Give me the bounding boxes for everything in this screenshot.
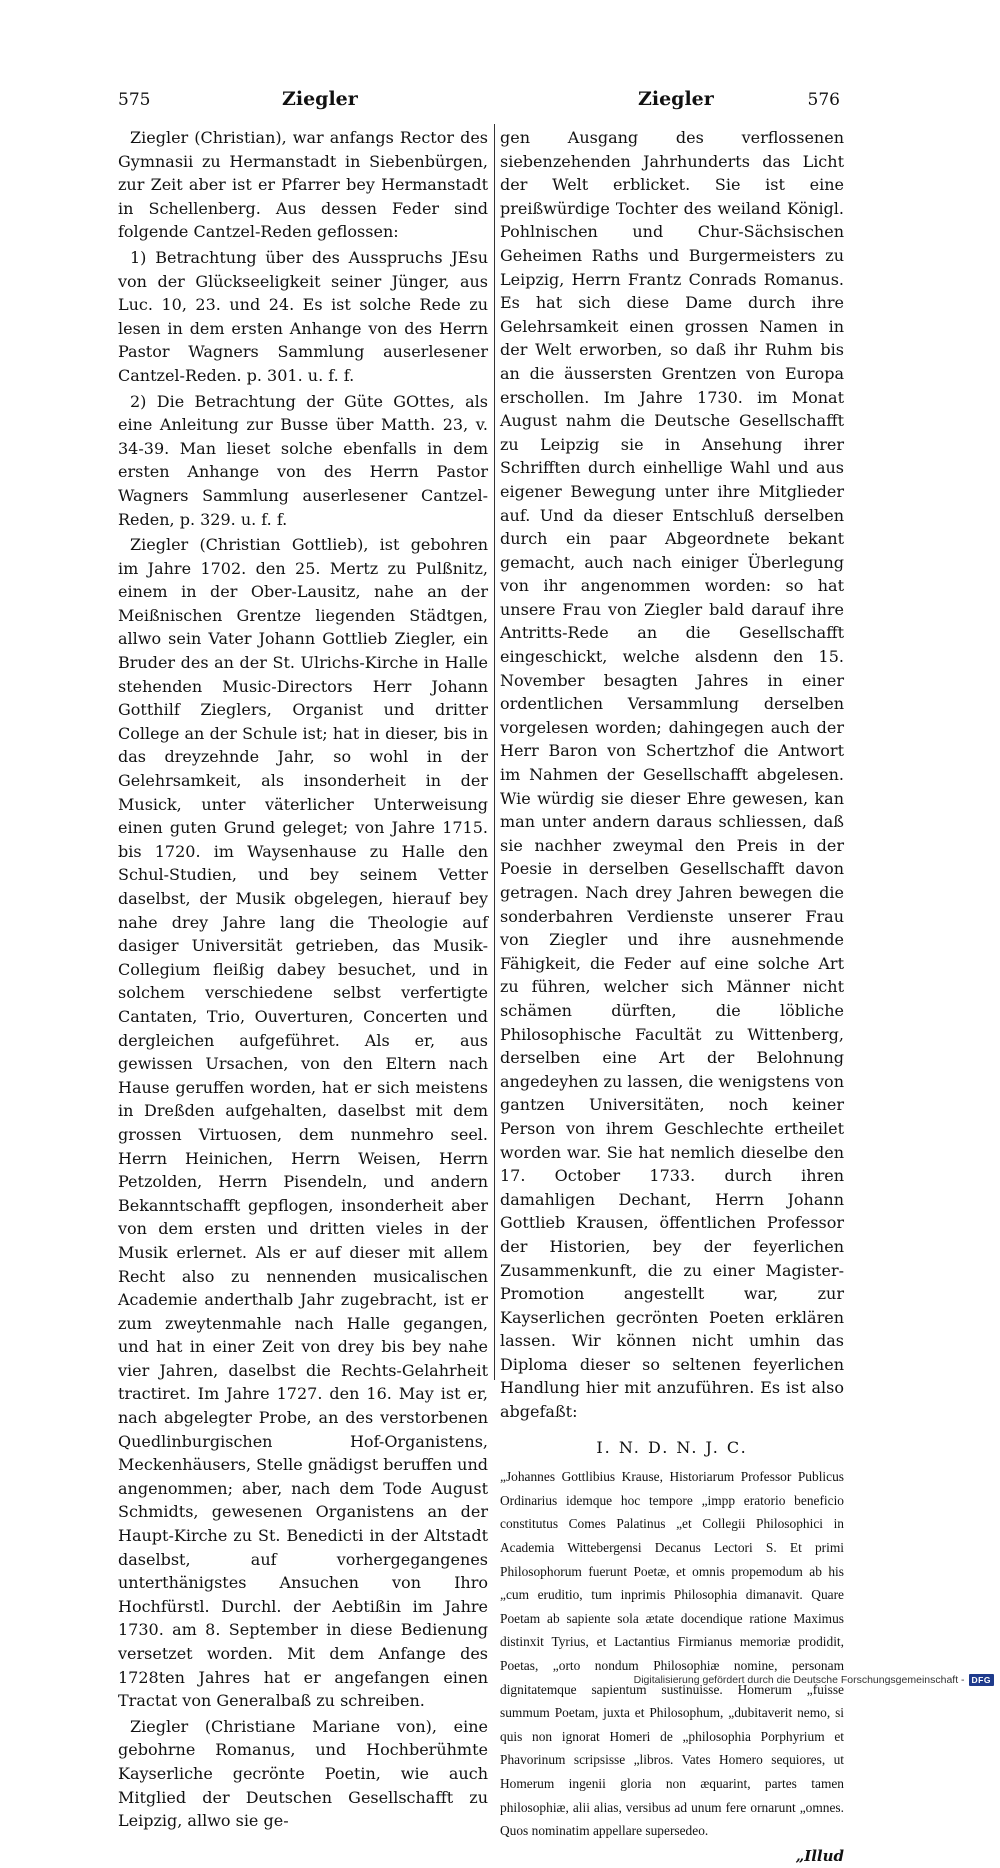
sermon-item-1: 1) Betrachtung über des Ausspruchs JEsu von der Glückseeligkeit seiner Jünger, aus Luc. 10, 23. und 24. Es ist solche Rede zu lesen in dem ersten Anhange von des Herrn Pastor Wagners Sammlung auserlesener Cantzel-Reden. p. 301. u. f. f. [118, 247, 488, 385]
diploma-latin-text: „Johannes Gottlibius Krause, Historiarum Professor Publicus Ordinarius idemque hoc tempore „impp eratorio beneficio constitutus Comes Palatinus „et Collegii Philosophici in Academia Wittebergensi Decanus Lectori S. Et primi Philosophorum fuerunt Poetæ, et omnis propemodum ab his „cum eruditio, tum inprimis Philosophia dimanavit. Quare Poetam ab sapiente sola ætate docendique ratione Maximus distinxit Tyrius, et Lactantius Firmianus memoriæ prodidit, Poetas, „orto nondum Philosophiæ nomine, personam dignitatemque sapientum sustinuisse. Homerum „fuisse summum Poetam, juxta et Philosophum, „dubitaverit nemo, si quis non ignorat Homeri de „philosophia Porphyrium et Phavorinum scripsisse „libros. Vates Homero sequiores, ut Homerum ingenii gloria non æquarint, partes tamen philosophiæ, alii alias, versibus ad unum fere ornarunt „omnes. Quos nominatim appellare supersedeo. [500, 1469, 844, 1839]
column-divider [494, 124, 495, 1380]
catchword: „Illud [795, 1846, 844, 1865]
entry-christiane-mariane-ziegler: Ziegler (Christiane Mariane von), eine gebohrne Romanus, und Hochberühmte Kayserliche gecrönte Poetin, wie auch Mitglied der Deutschen Gesellschafft zu Leipzig, allwo sie ge- [118, 1716, 488, 1831]
left-column [118, 126, 488, 1835]
sermon-item-2: 2) Die Betrachtung der Güte GOttes, als eine Anleitung zur Busse über Matth. 23, v. 34-39. Man lieset solche ebenfalls in dem ersten Anhange von des Herrn Pastor Wagners Sammlung auserlesener Cantzel-Reden, p. 329. u. f. f. [118, 391, 488, 529]
page-number-left: 575 [118, 90, 151, 110]
diploma-heading: I. N. D. N. J. C. [596, 1437, 748, 1457]
running-headword-right: Ziegler [638, 88, 714, 110]
page-header [118, 88, 838, 118]
right-column [500, 126, 844, 1868]
entry-christian-ziegler: Ziegler (Christian), war anfangs Rector des Gymnasii zu Hermanstadt in Siebenbürgen, zur Zeit aber ist er Pfarrer bey Hermanstadt in Schellenberg. Aus dessen Feder sind folgende Cantzel-Reden geflossen: [118, 128, 488, 242]
running-headword-left: Ziegler [282, 88, 358, 110]
footer-credit-text: Digitalisierung gefördert durch die Deutsche Forschungsgemeinschaft - [633, 1674, 965, 1686]
dfg-logo-icon: DFG [969, 1674, 994, 1686]
entry-continuation: gen Ausgang des verflossenen siebenzehenden Jahrhunderts das Licht der Welt erblicket. Sie ist eine preißwürdige Tochter des weiland Königl. Pohlnischen und Chur-Sächsischen Geheimen Raths und Burgermeisters zu Leipzig, Herrn Frantz Conrads Romanus. Es hat sich diese Dame durch ihre Gelehrsamkeit einen grossen Namen in der Welt erworben, so daß ihr Ruhm bis an die äussersten Grentzen von Europa erschollen. Im Jahre 1730. im Monat August nahm die Deutsche Gesellschafft zu Leipzig sie in Ansehung ihrer Schrifften durch einhellige Wahl und aus eigener Bewegung unter ihre Mitglieder auf. Und da dieser Entschluß derselben durch ein paar Abgeordnete bekant gemacht, auch nach einiger Überlegung von ihr angenommen worden: so hat unsere Frau von Ziegler bald darauf ihre Antritts-Rede an die Gesellschafft eingeschickt, welche alsdenn den 15. November besagten Jahres in einer ordentlichen Versammlung derselben vorgelesen worden; dahingegen auch der Herr Baron von Schertzhof die Antwort im Nahmen der Gesellschafft abgelesen. Wie würdig sie dieser Ehre gewesen, kan man unter andern daraus schliessen, daß sie nachher zweymal den Preis in der Poesie in derselben Gesellschafft davon getragen. Nach drey Jahren bewegen die sonderbahren Verdienste unserer Frau von Ziegler und ihre ausnehmende Fähigkeit, die Feder auf eine solche Art zu führen, welcher sich Männer nicht schämen dürften, die löbliche Philosophische Facultät zu Wittenberg, derselben eine Art der Belohnung angedeyhen zu lassen, die wenigstens von gantzen Universitäten, noch keiner Person von ihrem Geschlechte ertheilet worden war. Sie hat nemlich dieselbe den 17. October 1733. durch ihren damahligen Dechant, Herrn Johann Gottlieb Krausen, öffentlichen Professor der Historien, bey der feyerlichen Zusammenkunft, die zu einer Magister-Promotion angestellt war, zur Kayserlichen gecrönten Poeten erklären lassen. Wir können nicht umhin das Diploma dieser so seltenen feyerlichen Handlung hier mit anzuführen. Es ist also abgefaßt: [500, 128, 844, 1422]
digitization-footer [604, 1672, 994, 1688]
entry-christian-gottlieb-ziegler: Ziegler (Christian Gottlieb), ist gebohren im Jahre 1702. den 25. Mertz zu Pulßnitz, einem in der Ober-Lausitz, nahe an der Meißnischen Grentze liegenden Städtgen, allwo sein Vater Johann Gottlieb Ziegler, ein Bruder des an der St. Ulrichs-Kirche in Halle stehenden Music-Directors Herr Johann Gotthilf Zieglers, Organist und dritter College an der Schule ist; hat in dieser, bis in das dreyzehnde Jahr, so wohl in der Gelehrsamkeit, als insonderheit in der Musick, unter väterlicher Unterweisung einen guten Grund geleget; von Jahre 1715. bis 1720. im Waysenhause zu Halle den Schul-Studien, und bey seinem Vetter daselbst, der Musik obgelegen, hierauf bey nahe drey Jahre lang die Theologie auf dasiger Universität getrieben, das Musik-Collegium fleißig dabey besuchet, und in solchem verschiedene selbst verfertigte Cantaten, Trio, Ouverturen, Concerten und dergleichen aufgeführet. Als er, aus gewissen Ursachen, von den Eltern nach Hause geruffen worden, hat er sich meistens in Dreßden aufgehalten, daselbst mit dem grossen Virtuosen, dem nunmehro seel. Herrn Heinichen, Herrn Weisen, Herrn Petzolden, Herrn Pisendeln, und andern Bekanntschafft gepflogen, insonderheit aber von dem ersten und dritten vieles in der Musik erlernet. Als er auf dieser mit allem Recht also zu nennenden musicalischen Academie anderthalb Jahr zugebracht, ist er zum zweytenmahle nach Halle gegangen, und hat in einer Zeit von drey bis bey nahe vier Jahren, daselbst die Rechts-Gelahrheit tractiret. Im Jahre 1727. den 16. May ist er, nach abgelegter Probe, an des verstorbenen Quedlinburgischen Hof-Organistens, Meckenhäusers, Stelle gnädigst beruffen und angenommen; aber, nach dem Tode August Schmidts, gewesenen Organistens an der Haupt-Kirche zu St. Benedicti in der Altstadt daselbst, auf vorhergegangenes unterthänigstes Ansuchen von Ihro Hochfürstl. Durchl. der Aebtißin im Jahre 1730. am 8. September in diese Bedienung versetzet worden. Mit dem Anfange des 1728ten Jahres hat er angefangen einen Tractat von Generalbaß zu schreiben. [118, 535, 488, 1711]
page-number-right: 576 [807, 90, 840, 110]
